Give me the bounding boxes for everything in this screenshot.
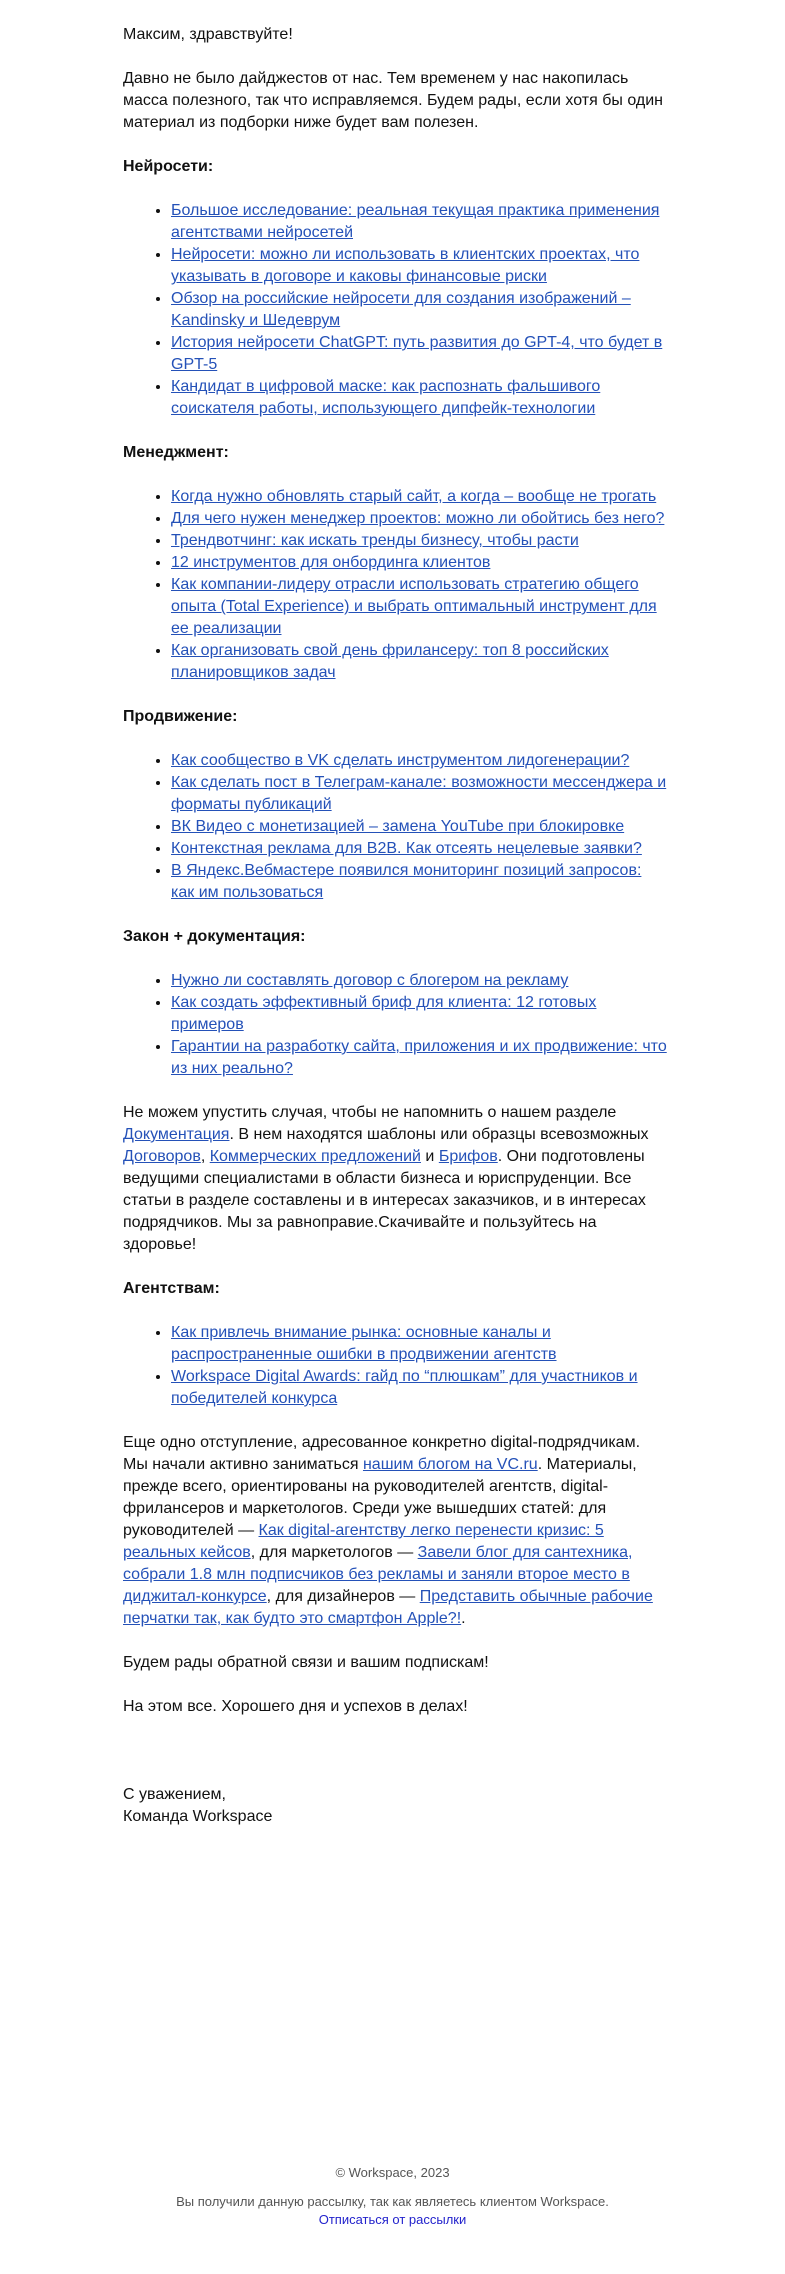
briefs-link[interactable]: Брифов xyxy=(438,1148,498,1165)
documentation-paragraph xyxy=(123,1102,668,1256)
article-link[interactable]: Как привлечь внимание рынка: основные каналы и распространенные ошибки в продвижении агентств xyxy=(171,1324,557,1363)
section-heading-neural: Нейросети: xyxy=(123,158,214,175)
link-list-agencies xyxy=(123,1322,668,1410)
text-span: Не можем упустить случая, чтобы не напомнить о нашем разделе xyxy=(123,1104,617,1121)
article-link[interactable]: Трендвотчинг: как искать тренды бизнесу, чтобы расти xyxy=(171,532,579,549)
contracts-link[interactable]: Договоров xyxy=(123,1148,201,1165)
article-link[interactable]: Как организовать свой день фрилансеру: топ 8 российских планировщиков задач xyxy=(171,642,609,681)
unsubscribe-row xyxy=(0,2211,785,2229)
list-item xyxy=(171,244,668,288)
article-link[interactable]: Кандидат в цифровой маске: как распознать фальшивого соискателя работы, использующего дипфейк-технологии xyxy=(171,378,601,417)
plumber-article-link[interactable]: Завели блог для сантехника, собрали 1.8 млн подписчиков без рекламы и заняли второе место в диджитал-конкурсе xyxy=(123,1544,633,1605)
article-link[interactable]: Workspace Digital Awards: гайд по “плюшкам” для участников и победителей конкурса xyxy=(171,1368,638,1407)
link-list-promotion xyxy=(123,750,668,904)
text-span: , для дизайнеров — xyxy=(266,1588,420,1605)
article-link[interactable]: Как сообщество в VK сделать инструментом лидогенерации? xyxy=(171,752,630,769)
article-link[interactable]: 12 инструментов для онбординга клиентов xyxy=(171,554,491,571)
article-link[interactable]: Как сделать пост в Телеграм-канале: возможности мессенджера и форматы публикаций xyxy=(171,774,667,813)
article-link[interactable]: Гарантии на разработку сайта, приложения и их продвижение: что из них реально? xyxy=(171,1038,667,1077)
text-span: и xyxy=(420,1148,439,1165)
article-link[interactable]: Как создать эффективный бриф для клиента: 12 готовых примеров xyxy=(171,994,597,1033)
closing-text: На этом все. Хорошего дня и успехов в делах! xyxy=(123,1698,468,1715)
gloves-article-link[interactable]: Представить обычные рабочие перчатки так, как будто это смартфон Apple?! xyxy=(123,1588,653,1627)
article-link[interactable]: Нейросети: можно ли использовать в клиентских проектах, что указывать в договоре и каковы финансовые риски xyxy=(171,246,640,285)
text-span: . Они подготовлены ведущими специалистами в области бизнеса и юриспруденции. Все статьи в разделе составлены и в интересах заказчиков, и в интересах подрядчиков. Мы за равноправие.Скачивайте и пользуйтесь на здоровье! xyxy=(123,1148,646,1253)
text-span: . В нем находятся шаблоны или образцы всевозможных xyxy=(229,1126,649,1143)
list-item xyxy=(171,838,668,860)
text-span: . xyxy=(461,1610,466,1627)
greeting: Максим, здравствуйте! xyxy=(123,26,293,43)
link-list-law xyxy=(123,970,668,1080)
article-link[interactable]: ВК Видео с монетизацией – замена YouTube при блокировке xyxy=(171,818,625,835)
list-item xyxy=(171,970,668,992)
documentation-link[interactable]: Документация xyxy=(123,1126,230,1143)
section-heading-law: Закон + документация: xyxy=(123,928,306,945)
feedback-text: Будем рады обратной связи и вашим подпискам! xyxy=(123,1654,489,1671)
article-link[interactable]: Обзор на российские нейросети для создания изображений – Kandinsky и Шедеврум xyxy=(171,290,631,329)
vc-blog-link[interactable]: нашим блогом на VC.ru xyxy=(362,1456,538,1473)
link-list-management xyxy=(123,486,668,684)
list-item xyxy=(171,816,668,838)
unsubscribe-link[interactable]: Отписаться от рассылки xyxy=(318,2212,467,2227)
article-link[interactable]: Контекстная реклама для B2B. Как отсеять нецелевые заявки? xyxy=(171,840,642,857)
list-item xyxy=(171,332,668,376)
list-item xyxy=(171,376,668,420)
signature-line1: С уважением, xyxy=(123,1786,226,1803)
section-heading-promotion: Продвижение: xyxy=(123,708,238,725)
text-span: . Материалы, прежде всего, ориентированы на руководителей агентств, digital-фрилансеров и маркетологов. Среди уже вышедших статей: для руководителей — xyxy=(123,1456,637,1539)
list-item xyxy=(171,1322,668,1366)
list-item xyxy=(171,860,668,904)
list-item xyxy=(171,772,668,816)
signature xyxy=(123,1784,668,1828)
article-link[interactable]: Как компании-лидеру отрасли использовать стратегию общего опыта (Total Experience) и выбрать оптимальный инструмент для ее реализации xyxy=(171,576,657,637)
copyright: © Workspace, 2023 xyxy=(335,2165,450,2180)
email-footer xyxy=(0,2164,785,2229)
article-link[interactable]: Нужно ли составлять договор с блогером на рекламу xyxy=(171,972,569,989)
list-item xyxy=(171,486,668,508)
article-link[interactable]: История нейросети ChatGPT: путь развития до GPT-4, что будет в GPT-5 xyxy=(171,334,663,373)
text-span: , xyxy=(200,1148,210,1165)
section-heading-management: Менеджмент: xyxy=(123,444,229,461)
list-item xyxy=(171,200,668,244)
list-item xyxy=(171,508,668,530)
blog-paragraph xyxy=(123,1432,668,1630)
text-span: , для маркетологов — xyxy=(250,1544,418,1561)
article-link[interactable]: В Яндекс.Вебмастере появился мониторинг позиций запросов: как им пользоваться xyxy=(171,862,642,901)
crisis-article-link[interactable]: Как digital-агентству легко перенести кризис: 5 реальных кейсов xyxy=(123,1522,604,1561)
article-link[interactable]: Когда нужно обновлять старый сайт, а когда – вообще не трогать xyxy=(171,488,657,505)
list-item xyxy=(171,288,668,332)
email-body xyxy=(123,0,668,1828)
list-item xyxy=(171,1036,668,1080)
article-link[interactable]: Для чего нужен менеджер проектов: можно ли обойтись без него? xyxy=(171,510,665,527)
section-heading-agencies: Агентствам: xyxy=(123,1280,220,1297)
list-item xyxy=(171,640,668,684)
commercial-offers-link[interactable]: Коммерческих предложений xyxy=(209,1148,421,1165)
intro-paragraph: Давно не было дайджестов от нас. Тем временем у нас накопилась масса полезного, так что исправляемся. Будем рады, если хотя бы один материал из подборки ниже будет вам полезен. xyxy=(123,70,663,131)
list-item xyxy=(171,992,668,1036)
list-item xyxy=(171,1366,668,1410)
list-item xyxy=(171,530,668,552)
list-item xyxy=(171,750,668,772)
signature-line2: Команда Workspace xyxy=(123,1808,273,1825)
list-item xyxy=(171,552,668,574)
text-span: Еще одно отступление, адресованное конкретно digital-подрядчикам. Мы начали активно заниматься xyxy=(123,1434,641,1473)
link-list-neural xyxy=(123,200,668,420)
article-link[interactable]: Большое исследование: реальная текущая практика применения агентствами нейросетей xyxy=(171,202,660,241)
subscription-notice: Вы получили данную рассылку, так как являетесь клиентом Workspace. xyxy=(176,2194,609,2209)
list-item xyxy=(171,574,668,640)
